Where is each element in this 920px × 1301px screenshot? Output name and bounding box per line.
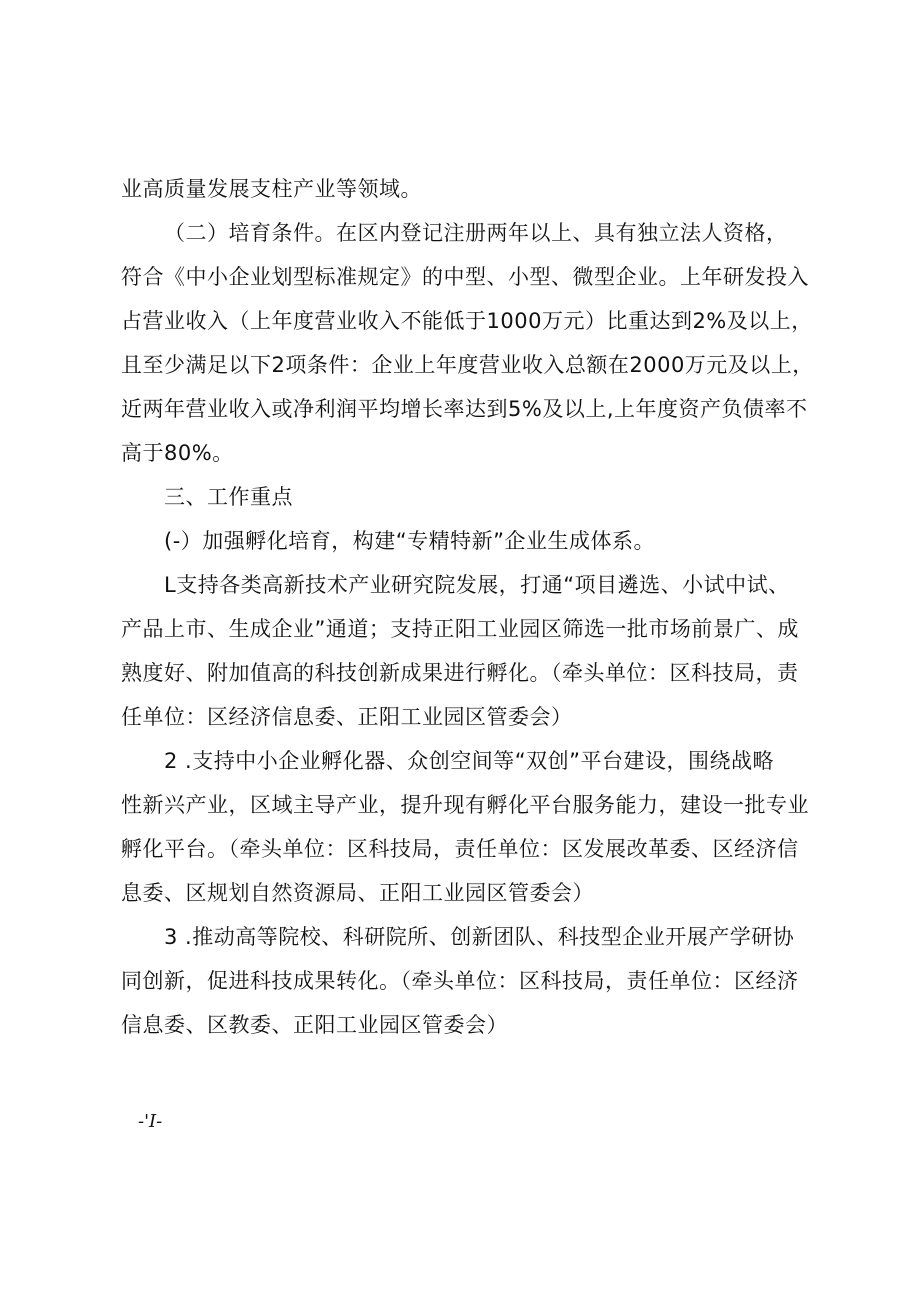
text-line-3: 符合《中小企业划型标准规定》的中型、小型、微型企业。上年研发投入	[121, 265, 809, 289]
text-line-1: 业高质量发展支柱产业等领域。	[121, 177, 422, 201]
text-line-17: 息委、区规划自然资源局、正阳工业园区管委会）	[121, 881, 594, 905]
text-line-5: 且至少满足以下2项条件：企业上年度营业收入总额在2000万元及以上，	[121, 353, 814, 377]
text-line-19: 同创新，促进科技成果转化。（牵头单位：区科技局，责任单位：区经济	[121, 969, 799, 993]
text-line-15: 性新兴产业，区域主导产业，提升现有孵化平台服务能力，建设一批专业	[121, 793, 809, 817]
subsection-heading: (-）加强孵化培育，构建“专精特新”企业生成体系。	[164, 529, 656, 553]
text-line-4: 占营业收入（上年度营业收入不能低于1000万元）比重达到2%及以上，	[121, 309, 813, 333]
text-line-7: 高于80%。	[121, 441, 234, 465]
text-line-18: 3 .推动高等院校、科研院所、创新团队、科技型企业开展产学研协	[164, 925, 795, 949]
section-heading: 三、工作重点	[164, 485, 293, 509]
text-line-11: 产品上市、生成企业”通道；支持正阳工业园区筛选一批市场前景广、成	[121, 617, 799, 641]
text-line-16: 孵化平台。（牵头单位：区科技局，责任单位：区发展改革委、区经济信	[121, 837, 799, 861]
text-line-12: 熟度好、附加值高的科技创新成果进行孵化。（牵头单位：区科技局，责	[121, 661, 799, 685]
text-line-2: （二）培育条件。在区内登记注册两年以上、具有独立法人资格，	[164, 221, 788, 245]
text-line-13: 任单位：区经济信息委、正阳工业园区管委会）	[121, 705, 573, 729]
text-line-10: L支持各类高新技术产业研究院发展，打通“项目遴选、小试中试、	[164, 573, 790, 597]
text-line-20: 信息委、区教委、正阳工业园区管委会）	[121, 1013, 508, 1037]
text-line-6: 近两年营业收入或净利润平均增长率达到5%及以上,上年度资产负债率不	[121, 397, 808, 421]
page-number: -'I-	[138, 1111, 163, 1132]
text-line-14: 2 .支持中小企业孵化器、众创空间等“双创”平台建设，围绕战略	[164, 749, 774, 773]
